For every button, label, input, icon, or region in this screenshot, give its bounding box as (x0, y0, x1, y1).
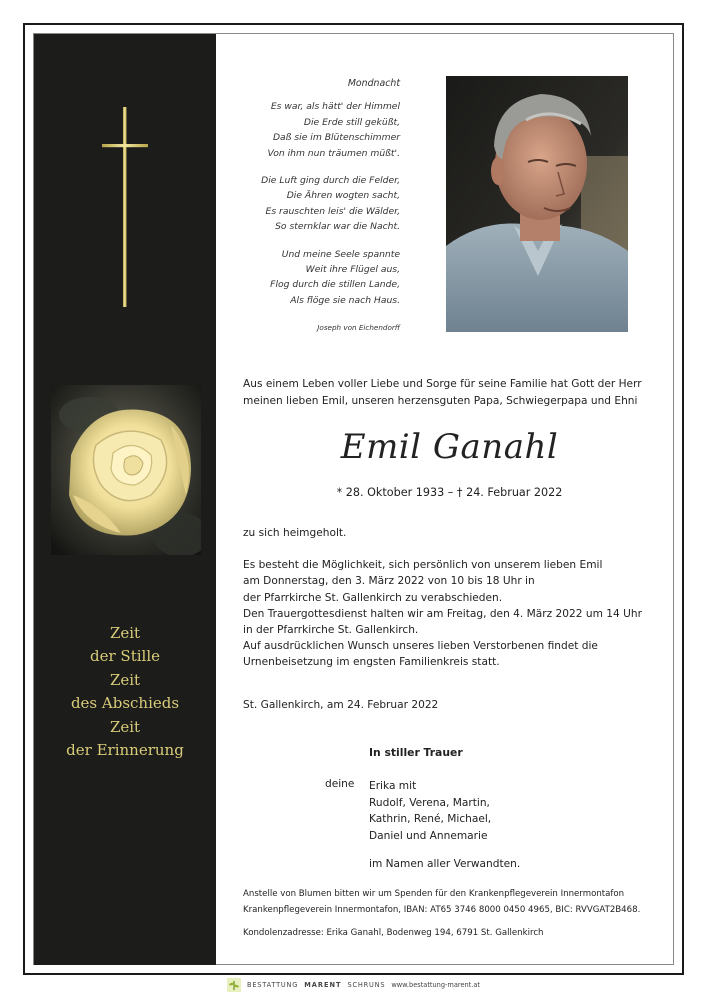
mourning-deine: deine (325, 778, 355, 790)
announcement-body (243, 525, 673, 671)
poem (230, 76, 400, 336)
motto-text (34, 622, 216, 762)
motto-line: des Abschieds (70, 694, 180, 713)
survivor-line: Daniel und Annemarie (369, 829, 488, 842)
body-line: am Donnerstag, den 3. März 2022 von 10 bis 18 Uhr in (243, 575, 535, 588)
poem-line: Die Luft ging durch die Felder, (261, 175, 400, 187)
survivors-list (369, 778, 491, 844)
condolence-address: Kondolenzadresse: Erika Ganahl, Bodenweg 194, 6791 St. Gallenkirch (243, 928, 544, 938)
life-dates: * 28. Oktober 1933 – † 24. Februar 2022 (336, 486, 563, 499)
body-line: in der Pfarrkirche St. Gallenkirch. (243, 624, 419, 637)
mourning-title: In stiller Trauer (369, 746, 463, 759)
footer (0, 975, 707, 995)
motto-line: Zeit (109, 717, 141, 736)
footer-location: SCHRUNS (347, 981, 386, 989)
poem-stanza (230, 173, 400, 235)
body-line: Den Trauergottesdienst halten wir am Freitag, den 4. März 2022 um 14 Uhr (243, 607, 642, 620)
motto-line: der Stille (90, 647, 160, 666)
poem-line: So sternklar war die Nacht. (275, 221, 400, 233)
poem-stanza (230, 247, 400, 309)
footer-website[interactable]: www.bestattung-marent.at (391, 981, 480, 989)
poem-line: Und meine Seele spannte (281, 248, 400, 260)
intro-text (243, 376, 663, 410)
poem-stanza (230, 99, 400, 161)
body-line: Urnenbeisetzung im engsten Familienkreis statt. (243, 656, 500, 669)
intro-line: Aus einem Leben voller Liebe und Sorge für seine Familie hat Gott der Herr (243, 378, 642, 390)
poem-line: Die Ähren wogten sacht, (286, 190, 400, 202)
poem-line: Es rauschten leis' die Wälder, (265, 205, 400, 217)
motto-line: Zeit (109, 670, 141, 689)
motto-line: der Erinnerung (66, 741, 184, 760)
poem-line: Als flöge sie nach Haus. (290, 294, 400, 306)
relatives-line: im Namen aller Verwandten. (369, 858, 521, 870)
place-date: St. Gallenkirch, am 24. Februar 2022 (243, 699, 439, 711)
intro-line: meinen lieben Emil, unseren herzensguten Papa, Schwiegerpapa und Ehni (243, 395, 638, 407)
poem-line: Es war, als hätt' der Himmel (270, 101, 400, 113)
survivor-line: Erika mit (369, 780, 417, 792)
cross-icon (102, 107, 148, 307)
footer-brand-prefix: BESTATTUNG (247, 981, 299, 989)
deceased-name: Emil Ganahl (340, 427, 559, 467)
body-line: Es besteht die Möglichkeit, sich persönlich von unserem lieben Emil (243, 559, 603, 572)
rose-image (51, 385, 201, 555)
poem-line: Von ihm nun träumen müßt'. (267, 147, 400, 159)
motto-line: Zeit (109, 624, 141, 642)
footer-brand-name: MARENT (304, 981, 342, 989)
poem-line: Weit ihre Flügel aus, (305, 264, 400, 276)
donation-line: Krankenpflegeverein Innermontafon, IBAN: AT65 3746 8000 0450 4965, BIC: RVVGAT2B468. (243, 905, 641, 916)
leaf-logo-icon (227, 978, 241, 992)
portrait-photo (446, 76, 628, 332)
body-line: Auf ausdrücklichen Wunsch unseres lieben Verstorbenen findet die (243, 640, 598, 653)
poem-line: Die Erde still geküßt, (303, 116, 400, 128)
body-line (243, 541, 673, 557)
poem-line: Daß sie im Blütenschimmer (272, 132, 400, 144)
survivor-line: Kathrin, René, Michael, (369, 813, 492, 825)
body-line: zu sich heimgeholt. (243, 527, 347, 539)
donation-line: Anstelle von Blumen bitten wir um Spenden für den Krankenpflegeverein Innermontafon (243, 889, 625, 899)
poem-line: Flog durch die stillen Lande, (270, 279, 400, 291)
body-line: der Pfarrkirche St. Gallenkirch zu verabschieden. (243, 591, 503, 604)
donation-note (243, 886, 668, 918)
survivor-line: Rudolf, Verena, Martin, (369, 796, 490, 809)
poem-title: Mondnacht (347, 78, 400, 89)
poem-author: Joseph von Eichendorff (317, 323, 400, 333)
